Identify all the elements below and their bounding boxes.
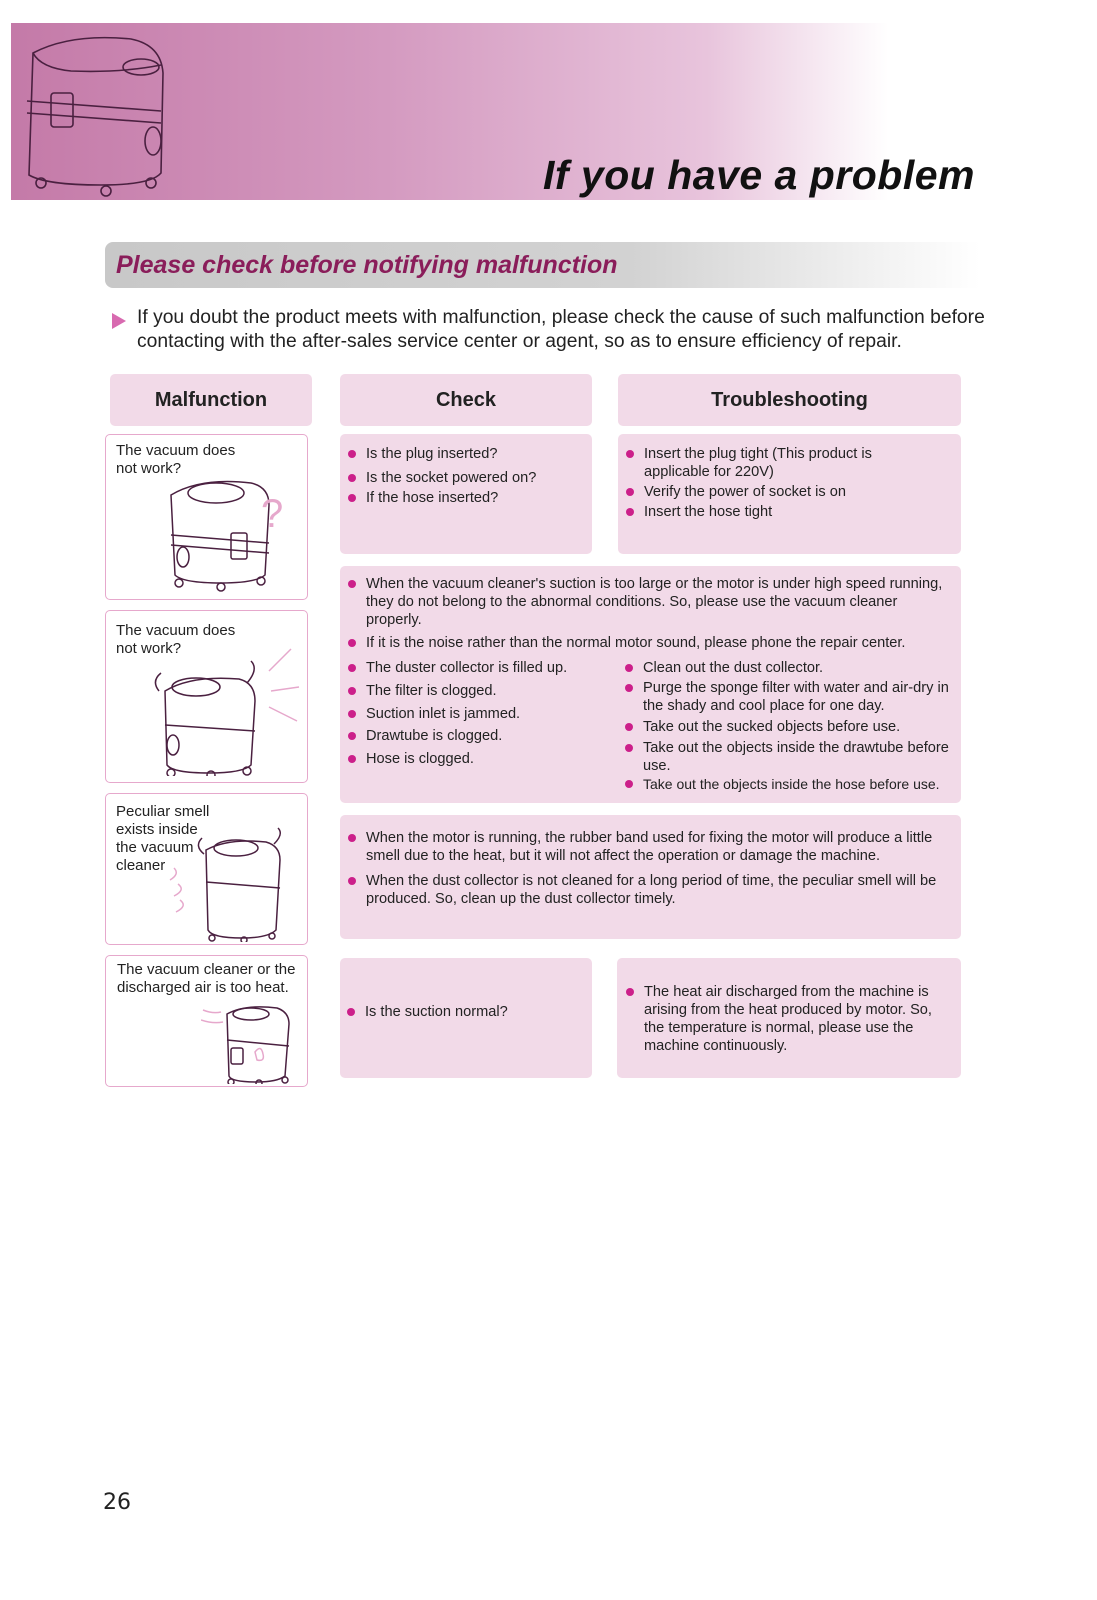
fix-list [623, 983, 933, 1055]
malfunction-card [105, 434, 308, 600]
check-item: If the hose inserted? [345, 489, 585, 507]
check-item: The duster collector is filled up. [345, 659, 600, 677]
check-box-row1 [340, 434, 592, 554]
vacuum-heat-illustration [201, 1000, 305, 1084]
malfunction-text: Peculiar smell exists inside the vacuum cleaner [116, 803, 210, 874]
check-box-row4 [340, 958, 592, 1078]
vacuum-cleaner-banner-illustration [11, 23, 171, 200]
fix-item: Insert the plug tight (This product is applicable for 220V) [623, 445, 908, 481]
triangle-bullet-icon [112, 313, 126, 329]
notes-list [345, 829, 945, 908]
check-item: The filter is clogged. [345, 682, 600, 700]
troubleshooting-box-row1 [618, 434, 961, 554]
fix-list [622, 659, 957, 793]
page-number: 26 [103, 1490, 131, 1515]
fix-item: Take out the sucked objects before use. [622, 718, 957, 736]
fix-item: Take out the objects inside the hose before use. [622, 775, 957, 793]
vacuum-smell-illustration [166, 824, 301, 942]
check-item: Is the suction normal? [344, 1003, 584, 1021]
malfunction-column-header: Malfunction [110, 374, 312, 426]
check-item: Drawtube is clogged. [345, 727, 600, 745]
vacuum-question-illustration [161, 465, 286, 593]
malfunction-text: The vacuum does not work? [116, 622, 236, 657]
troubleshooting-box-row4 [617, 958, 961, 1078]
check-item: Is the socket powered on? [345, 469, 585, 487]
notes-box-row3 [340, 815, 961, 939]
fix-item: Verify the power of socket is on [623, 483, 908, 501]
notes-list [345, 575, 945, 652]
svg-text:?: ? [261, 492, 284, 536]
malfunction-text: The vacuum cleaner or the discharged air is too heat. [117, 961, 296, 996]
malfunction-text: The vacuum does not work? [116, 442, 236, 477]
vacuum-noise-illustration [151, 641, 301, 776]
fix-item: Clean out the dust collector. [622, 659, 957, 677]
note-item: When the dust collector is not cleaned for a long period of time, the peculiar smell will be produced. So, clean up the dust collector timely. [345, 872, 945, 908]
fix-item: Insert the hose tight [623, 503, 908, 521]
malfunction-card [105, 793, 308, 945]
check-list [345, 445, 585, 507]
check-list [345, 659, 600, 768]
section-title: Please check before notifying malfunction [116, 251, 618, 279]
intro-paragraph: If you doubt the product meets with malfunction, please check the cause of such malfunction before contacting with the after-sales service center or agent, so as to ensure efficiency of repair. [137, 307, 985, 352]
page-title: If you have a problem [543, 152, 975, 198]
check-item: Suction inlet is jammed. [345, 705, 600, 723]
check-item: Is the plug inserted? [345, 445, 585, 463]
note-item: When the motor is running, the rubber band used for fixing the motor will produce a little smell due to the heat, but it will not affect the operation or damage the machine. [345, 829, 945, 865]
check-column-header: Check [340, 374, 592, 426]
fix-item: Take out the objects inside the drawtube before use. [622, 739, 957, 775]
malfunction-card [105, 955, 308, 1087]
note-item: If it is the noise rather than the normal motor sound, please phone the repair center. [345, 634, 945, 652]
check-list [344, 1003, 584, 1021]
note-item: When the vacuum cleaner's suction is too large or the motor is under high speed running, they do not belong to the abnormal conditions. So, please use the vacuum cleaner properly. [345, 575, 945, 629]
notes-box-row2 [340, 566, 961, 803]
malfunction-card [105, 610, 308, 783]
fix-item: The heat air discharged from the machine is arising from the heat produced by motor. So, the temperature is normal, please use the machine continuously. [623, 983, 933, 1055]
fix-list [623, 445, 908, 521]
troubleshooting-column-header: Troubleshooting [618, 374, 961, 426]
check-item: Hose is clogged. [345, 750, 600, 768]
fix-item: Purge the sponge filter with water and air-dry in the shady and cool place for one day. [622, 679, 957, 715]
